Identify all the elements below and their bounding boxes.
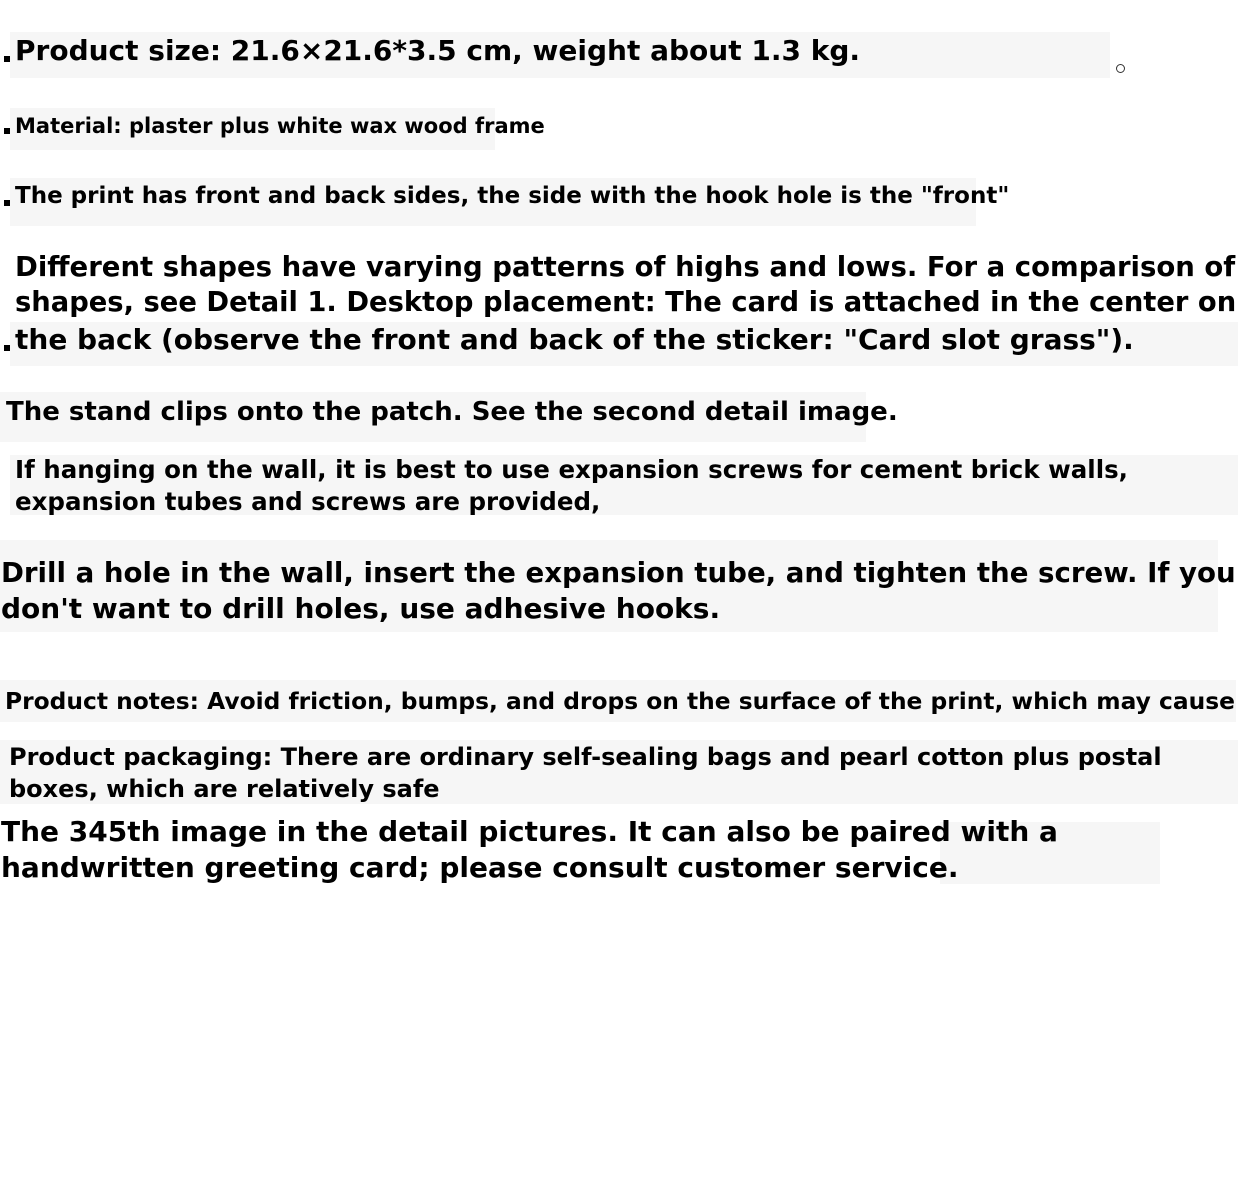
material-line: Material: plaster plus white wax wood frame [15,114,545,138]
packaging-paragraph-line-1: Product packaging: There are ordinary self-sealing bags and pearl cotton plus postal [9,743,1162,771]
detail-paragraph-line-2: handwritten greeting card; please consult customer service. [1,851,959,884]
bullet-icon [4,128,10,134]
product-size-line: Product size: 21.6×21.6*3.5 cm, weight about 1.3 kg. [15,34,861,67]
packaging-paragraph-line-2: boxes, which are relatively safe [9,775,440,803]
product-notes-line: Product notes: Avoid friction, bumps, and drops on the surface of the print, which may cause [5,687,1235,715]
ring-icon [1116,64,1125,73]
stand-line: The stand clips onto the patch. See the second detail image. [6,397,898,427]
drill-paragraph-line-1: Drill a hole in the wall, insert the expansion tube, and tighten the screw. If you [1,556,1236,589]
front-back-line: The print has front and back sides, the side with the hook hole is the "front" [15,183,1010,209]
bullet-icon [4,56,10,62]
wall-paragraph-line-1: If hanging on the wall, it is best to use expansion screws for cement brick walls, [15,455,1128,484]
detail-paragraph-line-1: The 345th image in the detail pictures. It can also be paired with a [1,815,1058,848]
shapes-paragraph-line-2: shapes, see Detail 1. Desktop placement: The card is attached in the center on [15,287,1237,318]
bullet-icon [4,200,10,206]
shapes-paragraph-line-3: the back (observe the front and back of the sticker: "Card slot grass"). [15,323,1134,356]
drill-paragraph-line-2: don't want to drill holes, use adhesive hooks. [1,592,721,625]
bullet-icon [4,345,10,351]
shapes-paragraph-line-1: Different shapes have varying patterns of highs and lows. For a comparison of [15,251,1236,283]
wall-paragraph-line-2: expansion tubes and screws are provided, [15,487,601,516]
